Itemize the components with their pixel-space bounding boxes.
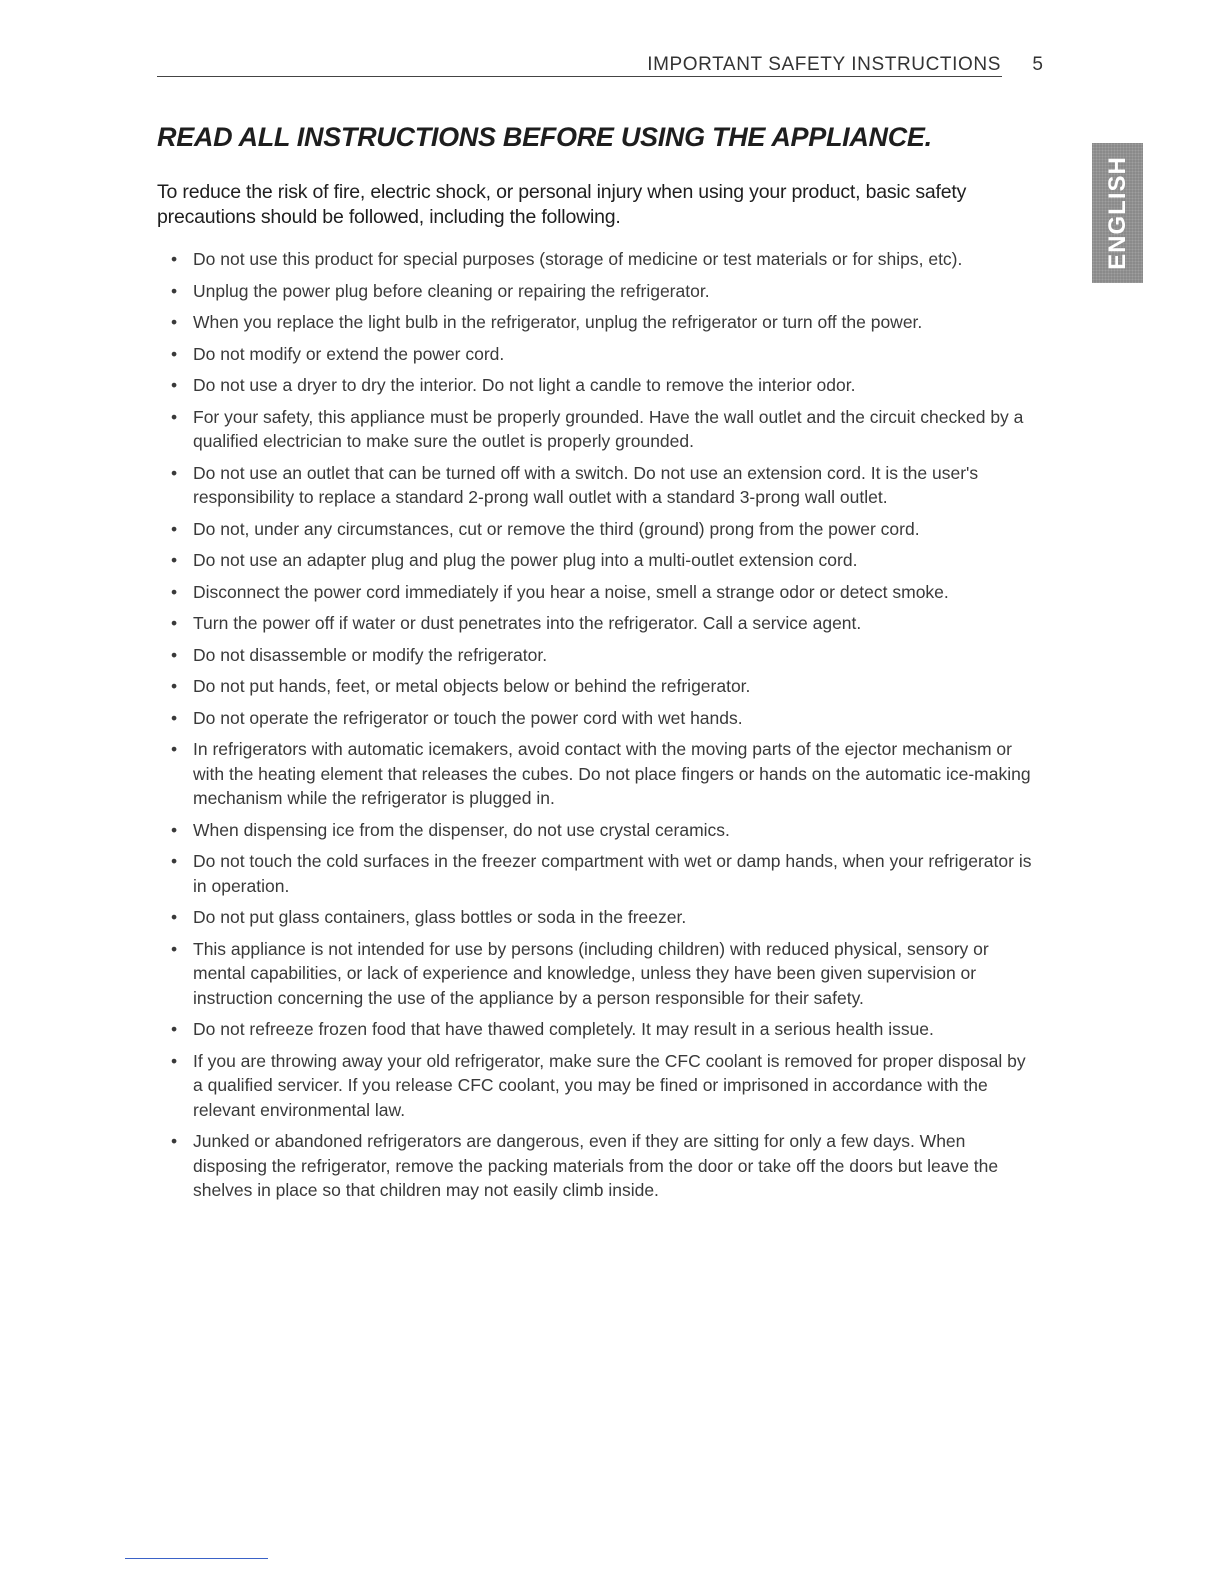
main-heading: READ ALL INSTRUCTIONS BEFORE USING THE APPLIANCE. bbox=[157, 122, 932, 152]
list-item: • In refrigerators with automatic icemakers, avoid contact with the moving parts of the ejector mechanism or with the heating element that releases the cubes. Do not place fingers or hands on the automatic ice-making mechanism while the refrigerator is plugged in. bbox=[157, 737, 1037, 811]
list-item: • Do not use an adapter plug and plug the power plug into a multi-outlet extension cord. bbox=[157, 548, 1037, 573]
intro-paragraph: To reduce the risk of fire, electric shock, or personal injury when using your product, basic safety precautions should be followed, including the following. bbox=[157, 181, 967, 228]
list-item: • Do not use this product for special purposes (storage of medicine or test materials or for ships, etc). bbox=[157, 247, 1037, 272]
list-item: • Junked or abandoned refrigerators are dangerous, even if they are sitting for only a few days. When disposing the refrigerator, remove the packing materials from the door or take off the doors but leave the shelves in place so that children may not easily climb inside. bbox=[157, 1129, 1037, 1203]
page-number: 5 bbox=[1032, 54, 1043, 75]
list-item: • Do not refreeze frozen food that have thawed completely. It may result in a serious health issue. bbox=[157, 1017, 1037, 1042]
list-item: • For your safety, this appliance must be properly grounded. Have the wall outlet and the circuit checked by a qualified electrician to make sure the outlet is properly grounded. bbox=[157, 405, 1037, 454]
list-item: • Unplug the power plug before cleaning or repairing the refrigerator. bbox=[157, 279, 1037, 304]
language-tab bbox=[1092, 143, 1143, 283]
list-item: • This appliance is not intended for use by persons (including children) with reduced physical, sensory or mental capabilities, or lack of experience and knowledge, unless they have been given supervision or instruction concerning the use of the appliance by a person responsible for their safety. bbox=[157, 937, 1037, 1011]
header-title: IMPORTANT SAFETY INSTRUCTIONS bbox=[647, 54, 1001, 75]
list-item: • Do not disassemble or modify the refrigerator. bbox=[157, 643, 1037, 668]
language-tab-label: ENGLISH bbox=[1103, 156, 1131, 270]
list-item: • If you are throwing away your old refrigerator, make sure the CFC coolant is removed for proper disposal by a qualified servicer. If you release CFC coolant, you may be fined or imprisoned in accordance with the relevant environmental law. bbox=[157, 1049, 1037, 1123]
list-item: • Do not modify or extend the power cord. bbox=[157, 342, 1037, 367]
list-item: • When dispensing ice from the dispenser, do not use crystal ceramics. bbox=[157, 818, 1037, 843]
list-item: • Do not use an outlet that can be turned off with a switch. Do not use an extension cord. It is the user's responsibility to replace a standard 2-prong wall outlet with a standard 3-prong wall outlet. bbox=[157, 461, 1037, 510]
list-item: • When you replace the light bulb in the refrigerator, unplug the refrigerator or turn off the power. bbox=[157, 310, 1037, 335]
footer-rule bbox=[125, 1558, 268, 1559]
list-item: • Turn the power off if water or dust penetrates into the refrigerator. Call a service agent. bbox=[157, 611, 1037, 636]
list-item: • Do not, under any circumstances, cut or remove the third (ground) prong from the power cord. bbox=[157, 517, 1037, 542]
list-item: • Do not put hands, feet, or metal objects below or behind the refrigerator. bbox=[157, 674, 1037, 699]
safety-instructions-list bbox=[157, 247, 1037, 1210]
list-item: • Disconnect the power cord immediately if you hear a noise, smell a strange odor or detect smoke. bbox=[157, 580, 1037, 605]
list-item: • Do not use a dryer to dry the interior. Do not light a candle to remove the interior odor. bbox=[157, 373, 1037, 398]
list-item: • Do not operate the refrigerator or touch the power cord with wet hands. bbox=[157, 706, 1037, 731]
list-item: • Do not put glass containers, glass bottles or soda in the freezer. bbox=[157, 905, 1037, 930]
header-rule bbox=[157, 76, 1002, 77]
page-header bbox=[157, 52, 1045, 78]
list-item: • Do not touch the cold surfaces in the freezer compartment with wet or damp hands, when your refrigerator is in operation. bbox=[157, 849, 1037, 898]
